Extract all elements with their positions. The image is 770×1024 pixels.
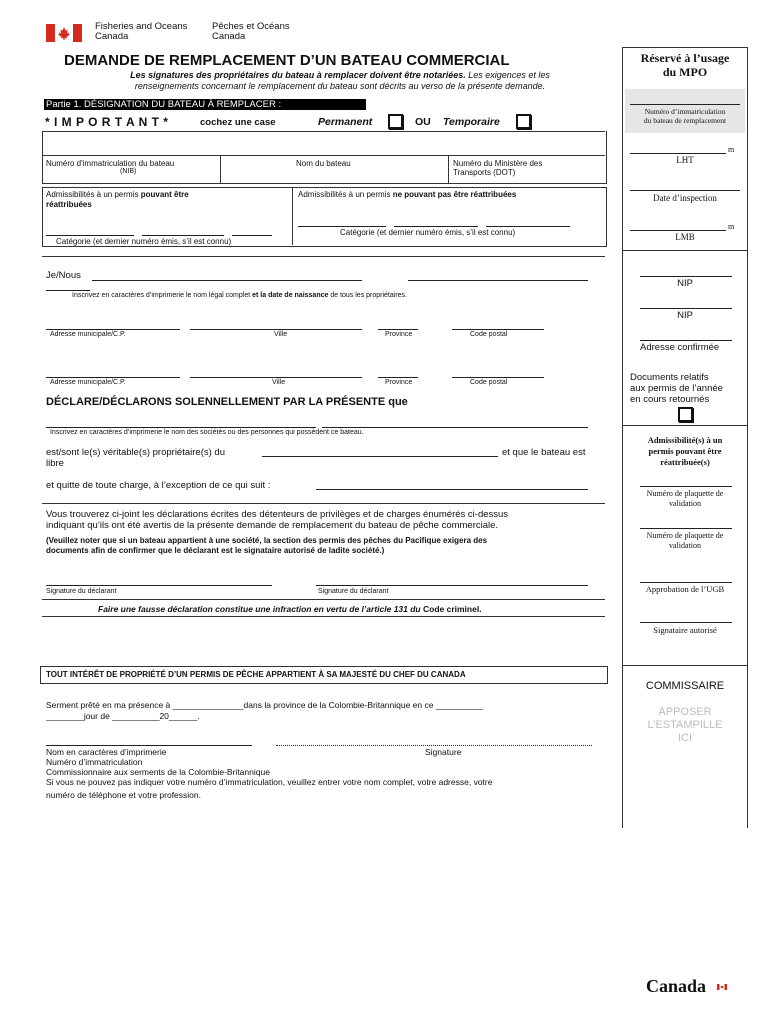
address-confirmed-label: Adresse confirmée [640, 342, 720, 353]
commissioner-signature-field[interactable] [276, 745, 592, 746]
subtitle-line2: renseignements concernant le remplacement du bateau sont décrits au verso de la présente demande. [134, 81, 546, 91]
no-number-note2: numéro de téléphone et votre profession. [46, 790, 201, 800]
wordmark-flag-icon [717, 977, 727, 983]
category-field-2[interactable] [142, 235, 224, 236]
dept-fr-line1: Pêches et Océans [212, 21, 290, 32]
owner-name-field[interactable] [92, 280, 362, 281]
plate2-line1: Numéro de plaquette de [646, 531, 724, 540]
commissioner-print-name-field[interactable] [46, 745, 252, 746]
boat-name-field[interactable] [221, 139, 448, 155]
province-field-2[interactable] [378, 377, 418, 378]
stamp-area[interactable] [623, 706, 747, 745]
category-field-3[interactable] [232, 235, 272, 236]
nip-field-2[interactable] [640, 308, 732, 309]
nib-field[interactable] [42, 139, 220, 155]
postal-label-2: Code postal [470, 379, 508, 386]
divider [42, 256, 605, 257]
col-rule [448, 155, 449, 183]
attached-line2: indiquant qu’ils ont été avertis de la présente demande de remplacement du bateau de pêche commerciale. [46, 520, 499, 531]
reattrib-yes-pre: Admissibilités à un permis [46, 190, 141, 199]
boat-field[interactable] [262, 456, 498, 457]
form-title: DEMANDE DE REMPLACEMENT D’UN BATEAU COMMERCIAL [64, 52, 510, 69]
docs-returned-label [630, 372, 723, 405]
lmb-unit: m [728, 222, 735, 231]
city-label-1: Ville [274, 331, 288, 338]
print-name-label: Nom en caractères d’imprimerie [46, 747, 167, 757]
owner-name-cont-field[interactable] [46, 290, 90, 291]
company-note: Inscrivez en caractères d’imprimerie le nom des sociétés ou des personnes qui possèdent ce bateau. [50, 429, 364, 436]
divider [622, 250, 748, 251]
replacement-reg-field[interactable] [630, 104, 740, 105]
reattrib-no-pre: Admissibilités à un permis [298, 190, 393, 199]
nip-label-1: NIP [677, 278, 693, 289]
lmb-field[interactable] [630, 230, 726, 231]
reattrib-no-label [298, 190, 516, 199]
city-field-1[interactable] [190, 329, 362, 330]
note-line2: documents afin de confirmer que le déclarant est le signataire autorisé de ladite société.) [46, 546, 385, 555]
address-confirmed-field[interactable] [640, 340, 732, 341]
reattrib-yes-label [46, 190, 189, 210]
permanent-label: Permanent [318, 116, 373, 128]
postal-field-1[interactable] [452, 329, 544, 330]
declare-heading: DÉCLARE/DÉCLARONS SOLENNELLEMENT PAR LA PRÉSENTE que [46, 396, 408, 408]
stamp-line2: L’ESTAMPILLE [647, 719, 723, 731]
oath-line2: ________jour de __________20______. [46, 711, 200, 721]
inspection-date-label: Date d’inspection [653, 193, 717, 203]
reg-num-line2: du bateau de remplacement [643, 116, 727, 125]
col-rule [220, 155, 221, 183]
charges-field[interactable] [316, 489, 588, 490]
dot-number-field[interactable] [449, 139, 605, 155]
important-label: * I M P O R T A N T * [45, 115, 169, 129]
company-name-field-2[interactable] [322, 427, 588, 428]
mpo-title-line2: du MPO [662, 65, 708, 79]
nip-field-1[interactable] [640, 276, 732, 277]
docs-line2: aux permis de l’année [630, 383, 723, 394]
oath-line1: Serment prêté en ma présence à _______________dans la province de la Colombie-Britannique en ce __________ [46, 700, 484, 710]
permanent-checkbox[interactable] [388, 113, 403, 131]
row-rule [42, 155, 605, 156]
divider [42, 503, 605, 504]
signature-field-2[interactable] [316, 585, 588, 586]
province-field-1[interactable] [378, 329, 418, 330]
legal-name-note [72, 292, 407, 299]
boat-name-label: Nom du bateau [296, 159, 351, 168]
attached-line1: Vous trouverez ci-joint les déclarations écrites des détenteurs de privilèges et de charges énumérés ci-dessus [46, 509, 509, 520]
note-line1: (Veuillez noter que si un bateau appartient à une société, la section des permis des pêches du Pacifique exigera des [46, 536, 488, 545]
form-subtitle [60, 70, 620, 92]
check-one-label: cochez une case [200, 117, 276, 128]
city-label-2: Ville [272, 379, 286, 386]
category-right-label: Catégorie (et dernier numéro émis, s’il est connu) [340, 228, 516, 237]
majesty-heading: TOUT INTÉRÊT DE PROPRIÉTÉ D’UN PERMIS DE PÊCHE APPARTIENT À SA MAJESTÉ DU CHEF DU CANADA [46, 670, 466, 679]
inspection-date-field[interactable] [630, 190, 740, 191]
temporaire-checkbox[interactable] [516, 113, 531, 131]
legal-note-bold: et la date de naissance [252, 292, 329, 299]
signature-field-1[interactable] [46, 585, 272, 586]
legal-note-pre: Inscrivez en caractères d’imprimerie le nom légal complet [72, 292, 253, 299]
divider [42, 616, 605, 617]
category-left-label: Catégorie (et dernier numéro émis, s’il est connu) [56, 237, 232, 246]
je-nous-label: Je/Nous [46, 270, 81, 281]
reattrib-line1: Admissibilité(s) à un [647, 435, 723, 445]
lmb-label: LMB [675, 232, 695, 242]
category-field-6[interactable] [486, 226, 570, 227]
signature-label: Signature [425, 747, 462, 757]
temporaire-label: Temporaire [443, 116, 500, 128]
no-number-note: Si vous ne pouvez pas indiquer votre numéro d’immatriculation, veuillez entrer votre nom complet, votre adresse, votre [46, 777, 493, 787]
subtitle-rest: Les exigences et les [465, 70, 550, 80]
commissioner-label: Commissionnaire aux serments de la Colombie-Britannique [46, 767, 270, 777]
dot-line1: Numéro du Ministère des [453, 159, 543, 168]
sig1-label: Signature du déclarant [46, 588, 117, 595]
owner-birthdate-field[interactable] [408, 280, 588, 281]
docs-returned-checkbox[interactable] [678, 406, 693, 424]
company-note-block [46, 536, 487, 556]
part1-heading: Partie 1. DÉSIGNATION DU BATEAU À REMPLACER : [44, 99, 366, 110]
category-field-5[interactable] [394, 226, 478, 227]
dept-fr-line2: Canada [212, 31, 246, 42]
plate-field-2[interactable] [640, 528, 732, 529]
company-name-field[interactable] [46, 427, 316, 428]
postal-label-1: Code postal [470, 331, 508, 338]
province-label-1: Province [385, 331, 413, 338]
col-rule [292, 187, 293, 245]
category-field-4[interactable] [298, 226, 386, 227]
reattrib-no-bold: ne pouvant pas être réattribuées [392, 190, 517, 199]
plate-field-1[interactable] [640, 486, 732, 487]
authorized-signatory-label: Signataire autorisé [653, 625, 717, 635]
reattrib-yes-bold: pouvant être [140, 190, 189, 199]
reattrib-line3: réattribuée(s) [660, 457, 710, 467]
nip-label-2: NIP [677, 310, 693, 321]
false-decl-post: Code criminel. [420, 604, 482, 614]
dept-name-fr [212, 22, 290, 42]
divider [622, 425, 748, 426]
owners-text: est/sont le(s) véritable(s) propriétaire(s) du [46, 447, 225, 458]
reattrib-yes-line2: réattribuées [46, 200, 92, 209]
divider [622, 665, 748, 666]
plate1-line1: Numéro de plaquette de [646, 489, 724, 498]
reattrib-line2: permis pouvant être [648, 446, 722, 456]
nib-sub: (NIB) [120, 168, 137, 175]
lht-label: LHT [676, 155, 694, 165]
dept-en-line2: Canada [95, 31, 129, 42]
canada-wordmark: Canada [646, 976, 707, 996]
lht-unit: m [728, 145, 735, 154]
authorized-signatory-field[interactable] [640, 622, 732, 623]
reg-number-label: Numéro d’immatriculation [46, 757, 143, 767]
reattrib-admissibility-label [623, 435, 747, 468]
stamp-line3: ICI [677, 732, 693, 744]
attached-text [46, 509, 508, 531]
government-flag-logo [46, 24, 82, 42]
province-label-2: Province [385, 379, 413, 386]
lht-field[interactable] [630, 153, 726, 154]
libre-text: libre [46, 458, 64, 469]
dot-label [453, 159, 542, 177]
city-field-2[interactable] [190, 377, 362, 378]
divider [42, 599, 605, 600]
reg-num-line1: Numéro d’immatriculation [644, 107, 726, 116]
false-decl-pre: Faire une fausse déclaration constitue une infraction en vertu de l’article 131 du [98, 604, 421, 614]
mpo-title-line1: Réservé à l’usage [640, 51, 730, 65]
plate-label-2 [623, 531, 747, 551]
nib-label: Numéro d'immatriculation du bateau [46, 159, 175, 168]
docs-line3: en cours retournés [630, 394, 710, 405]
commissaire-title: COMMISSAIRE [645, 680, 725, 692]
ugb-approval-field[interactable] [640, 582, 732, 583]
address-field-2[interactable] [46, 377, 180, 378]
plate2-line2: validation [669, 541, 701, 550]
sig2-label: Signature du déclarant [318, 588, 389, 595]
or-label: OU [415, 116, 431, 128]
postal-field-2[interactable] [452, 377, 544, 378]
address-label-2: Adresse municipale/C.P. [50, 379, 126, 386]
subtitle-bold: Les signatures des propriétaires du bateau à remplacer doivent être notariées. [130, 70, 466, 80]
mpo-title [623, 51, 747, 79]
address-field-1[interactable] [46, 329, 180, 330]
address-label-1: Adresse municipale/C.P. [50, 331, 126, 338]
dept-name-en [95, 22, 187, 42]
replacement-reg-label [623, 107, 747, 125]
stamp-line1: APPOSER [658, 706, 712, 718]
owners-text2: et que le bateau est [502, 447, 586, 458]
legal-note-post: de tous les propriétaires. [328, 292, 407, 299]
plate-label-1 [623, 489, 747, 509]
false-declaration-note [98, 604, 482, 614]
dot-line2: Transports (DOT) [453, 168, 516, 177]
dept-en-line1: Fisheries and Oceans [95, 21, 188, 32]
docs-line1: Documents relatifs [630, 372, 709, 383]
charges-text: et quitte de toute charge, à l’exception de ce qui suit : [46, 480, 271, 491]
category-field-1[interactable] [46, 235, 134, 236]
plate1-line2: validation [669, 499, 701, 508]
ugb-approval-label: Approbation de l’UGB [645, 584, 725, 594]
